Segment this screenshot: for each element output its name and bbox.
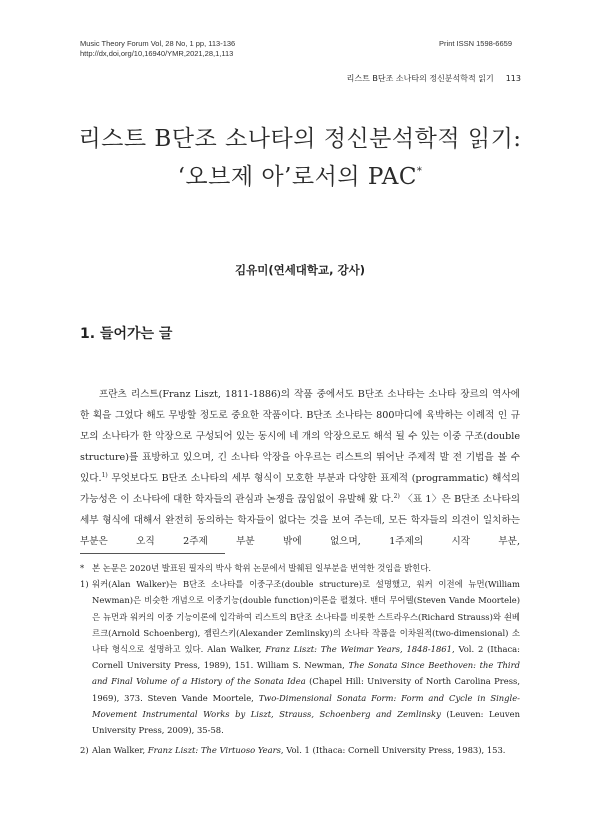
body-text: (programmatic) 해석의 가능성은 이 소나타에 대한 학자들의 관심과 논쟁을 끊임없이 유발해 왔 xyxy=(80,473,520,505)
book-title: Franz Liszt: The Weimar Years, 1848-1861 xyxy=(265,644,452,655)
body-text: 전 기법을 볼 수 있다. xyxy=(80,452,520,484)
footnote-ref-1[interactable]: 1) xyxy=(101,472,108,479)
section-heading: 1. 들어가는 글 xyxy=(80,326,173,342)
footnote-text: 본 논문은 2020년 발표된 필자의 박사 학위 논문에서 발췌된 일부분을 번역한 것임을 밝힌다. xyxy=(92,563,432,573)
footnote-text: Alan Walker, xyxy=(92,745,148,756)
book-title: Franz Liszt: The Virtuoso Years xyxy=(147,745,281,756)
footnote-ref-2[interactable]: 2) xyxy=(393,493,400,500)
body-text: 〈표 1〉은 B단조 소나타의 세부 형식에 대해서 완전히 동의하는 학자들이 없다는 것을 보여 xyxy=(80,494,520,526)
body-text: 한 획을 그었다 해도 무방할 정도로 중요한 작품이다. B단조 소나타는 800마디에 육박하는 이례적 xyxy=(80,410,495,421)
journal-citation xyxy=(80,39,235,59)
footnote-1 xyxy=(80,576,520,738)
body-text: 구조(double structure)를 표방하고 있으며, 긴 소나타 악장을 아우르는 리스트의 뛰어난 주제적 발 xyxy=(80,431,520,463)
body-paragraph xyxy=(80,384,520,552)
footnote-marker: 2) xyxy=(80,745,89,756)
footnote-text: (Chapel Hill: University of North Carolina Press, 1969), 373. Steven Vande Moortele, xyxy=(92,676,520,703)
journal-line: Music Theory Forum Vol, 28 No, 1 pp, 113-136 xyxy=(80,39,236,48)
page-number: 113 xyxy=(505,74,521,83)
doi-link[interactable]: http://dx,doi,org/10,16940/YMR,2021,28,1,113 xyxy=(80,49,234,58)
body-text: 프란츠 리스트(Franz Liszt, 1811-1886)의 작품 중에서도 B단조 소나타는 소나타 장르의 역사에 xyxy=(99,389,520,400)
footnote-text: 워커(Alan Walker)는 B단조 소나타를 이중구조(double structure)로 설명했고, 워커 이전에 뉴먼(William Newman)은 비슷한 개념으로 이중기능(double function)이론을 펼쳤다. 밴더 무어텔(Steven Vande Moortele)은 뉴먼과 워커의 이중 기능이론에 입각하여 리스트의 B단조 소나타를 비롯한 스트라우스(Richard Strauss)와 쇤베르크(Arnold Schoenberg), 젬린스키(Alexander Zemlinsky)의 소나타 작품을 이차원적(two-dimensional) 소나타 형식으로 설명하고 있다. Alan Walker, xyxy=(92,579,520,655)
footnote-text: , Vol. 2 (Ithaca: Cornell University Press, 1989), 151. William S. Newman, xyxy=(92,644,520,671)
body-text: 다. xyxy=(381,494,394,505)
title-line-1: 리스트 B단조 소나타의 정신분석학적 읽기: xyxy=(78,126,522,152)
running-header xyxy=(347,73,521,84)
book-title: Two-Dimensional Sonata Form: Form and Cycle in Single-Movement Instrumental Works by Liszt, Strauss, Schoenberg and Zemlinsky xyxy=(92,692,520,719)
footnote-star xyxy=(80,560,520,576)
book-title: The Sonata Since Beethoven: the Third and Final Volume of a History of the Sonata Idea xyxy=(92,660,520,687)
footnote-marker: * xyxy=(80,563,85,573)
footnote-text: (Leuven: Leuven University Press, 2009), 35-58. xyxy=(92,708,520,736)
footnote-2 xyxy=(80,742,520,758)
footnote-text: , Vol. 1 (Ithaca: Cornell University Press, 1983), 153. xyxy=(280,745,506,756)
title-line-2-text: ‘오브제 아’로서의 PAC xyxy=(177,164,417,190)
footnote-divider xyxy=(80,553,225,554)
body-text: 주는데, 모든 학자들의 의견이 일치하는 부분은 오직 2주제 부분 밖에 없으며, 1주제의 시작 부분, xyxy=(80,515,520,547)
issn-label: Print ISSN 1598-6659 xyxy=(439,39,512,48)
title-line-2 xyxy=(0,158,600,191)
body-text: 무엇보다도 B단조 소나타의 세부 형식이 모호한 부분과 다양한 표제적 xyxy=(107,473,409,484)
author-affiliation: 김유미(연세대학교, 강사) xyxy=(235,263,365,277)
title-footnote-marker[interactable]: * xyxy=(416,166,423,177)
footnote-marker: 1) xyxy=(80,579,89,590)
running-title: 리스트 B단조 소나타의 정신분석학적 읽기 xyxy=(346,74,494,83)
body-text: 인 규모의 소나타가 한 악장으로 구성되어 있는 동시에 네 개의 악장으로도 해석 될 수 있는 이중 xyxy=(80,410,520,442)
footnotes xyxy=(80,560,520,758)
